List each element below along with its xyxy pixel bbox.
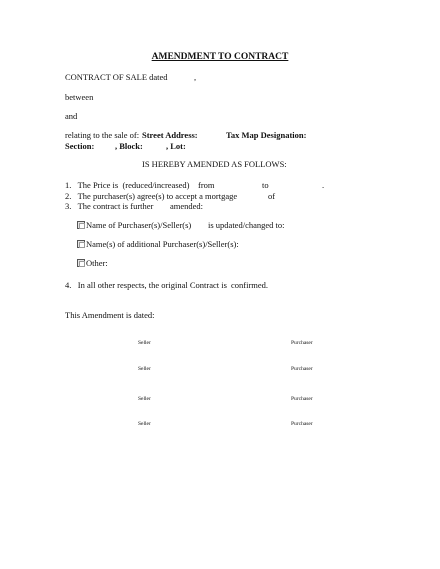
name-change-suffix: is updated/changed to:	[208, 220, 285, 230]
name-change-checkbox[interactable]	[77, 221, 85, 229]
item-2-text: The purchaser(s) agree(s) to accept a mortgage	[77, 191, 238, 201]
section-label: Section:	[65, 141, 95, 151]
item-1-extra: (reduced/increased)	[122, 180, 190, 190]
item-4	[65, 280, 227, 290]
item-2-of: of	[268, 191, 276, 201]
block-label: , Block:	[115, 141, 143, 151]
hereby-amended-heading: IS HEREBY AMENDED AS FOLLOWS:	[142, 159, 287, 169]
name-change-label: Name of Purchaser(s)/Seller(s)	[86, 220, 192, 230]
lot-label: , Lot:	[166, 141, 186, 151]
item-4-text: In all other respects, the original Contract is	[77, 280, 227, 290]
option-name-change	[77, 220, 191, 230]
item-3-num: 3.	[65, 201, 72, 211]
between-label: between	[65, 92, 94, 102]
other-checkbox[interactable]	[77, 259, 85, 267]
seller-label-2: Seller	[138, 366, 151, 372]
option-additional	[77, 239, 239, 249]
item-3-amended: amended:	[170, 201, 204, 211]
item-4-num: 4.	[65, 280, 72, 290]
item-1-to: to	[262, 180, 269, 190]
seller-label-3: Seller	[138, 396, 151, 402]
purchaser-label-3: Purchaser	[291, 396, 313, 402]
purchaser-label-2: Purchaser	[291, 366, 313, 372]
purchaser-label-4: Purchaser	[291, 421, 313, 427]
item-1-from: from	[197, 180, 215, 190]
item-1	[65, 180, 215, 190]
seller-label-1: Seller	[138, 340, 151, 346]
item-3	[65, 201, 153, 211]
contract-comma: ,	[194, 72, 197, 82]
purchaser-label-1: Purchaser	[291, 340, 313, 346]
and-label: and	[65, 111, 78, 121]
additional-label: Name(s) of additional Purchaser(s)/Seller(s):	[86, 239, 239, 249]
additional-checkbox[interactable]	[77, 240, 85, 248]
contract-label: CONTRACT OF SALE dated	[65, 72, 168, 82]
page-title: AMENDMENT TO CONTRACT	[151, 52, 289, 62]
other-label: Other:	[86, 258, 108, 268]
item-1-text: The Price is	[77, 180, 119, 190]
item-1-end: .	[322, 180, 325, 190]
contract-of-sale-line	[65, 72, 168, 82]
street-address-label: Street Address:	[142, 130, 198, 140]
seller-label-4: Seller	[138, 421, 151, 427]
item-4-confirmed: confirmed.	[231, 280, 269, 290]
item-3-text: The contract is further	[77, 201, 154, 211]
item-1-num: 1.	[65, 180, 72, 190]
item-2-num: 2.	[65, 191, 72, 201]
amendment-dated: This Amendment is dated:	[65, 310, 155, 320]
relating-line	[65, 130, 139, 140]
relating-label: relating to the sale of:	[65, 130, 140, 140]
item-2	[65, 191, 237, 201]
option-other	[77, 258, 108, 268]
tax-map-label: Tax Map Designation:	[226, 130, 307, 140]
